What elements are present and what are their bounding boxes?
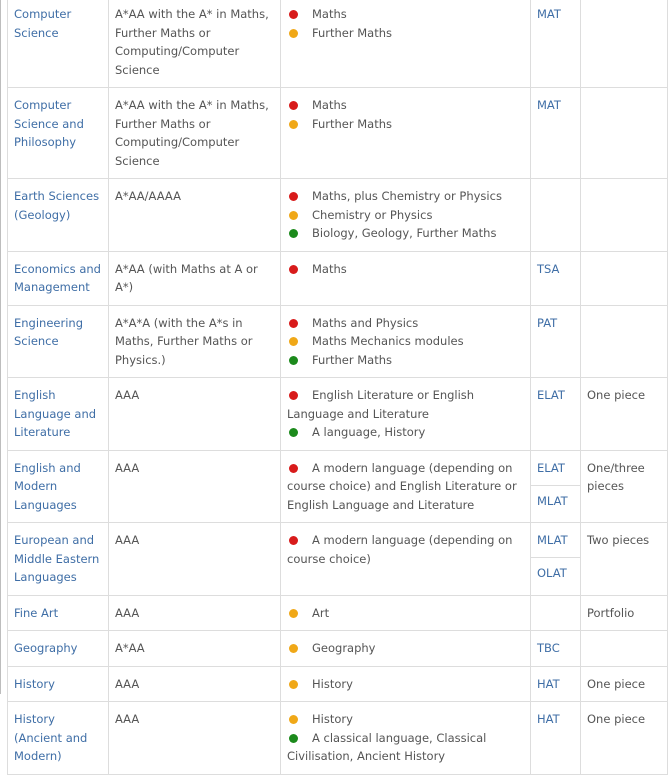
course-cell: English and Modern Languages: [8, 450, 109, 523]
amber-dot-icon: [289, 609, 298, 618]
requirement-text: History: [312, 676, 353, 691]
table-row: [8, 702, 668, 775]
requirement-item: [287, 206, 524, 225]
red-dot-icon: [289, 192, 298, 201]
requirement-text: Further Maths: [312, 25, 393, 40]
course-cell: Computer Science and Philosophy: [8, 88, 109, 179]
grades-cell: A*AA with the A* in Maths, Further Maths or Computing/Computer Science: [109, 88, 281, 179]
admissions-test-cell: [531, 305, 581, 378]
grades-cell: AAA: [109, 595, 281, 631]
subject-requirements-cell: [281, 88, 531, 179]
requirement-text: Maths Mechanics modules: [312, 334, 464, 348]
red-dot-icon: [289, 265, 298, 274]
written-work-cell: Portfolio: [581, 595, 668, 631]
table-row: [8, 0, 668, 88]
table-row: [8, 179, 668, 252]
amber-dot-icon: [289, 644, 298, 653]
admissions-test-cell: [531, 179, 581, 252]
grades-cell: A*AA/AAAA: [109, 179, 281, 252]
table-row: [8, 631, 668, 667]
green-dot-icon: [289, 356, 298, 365]
requirement-item: [287, 115, 524, 134]
requirement-text: Geography: [312, 641, 376, 655]
red-dot-icon: [289, 319, 298, 328]
written-work-cell: One/three pieces: [581, 450, 668, 523]
requirement-text: Maths: [312, 261, 347, 276]
requirement-text: A modern language (depending on course choice): [287, 533, 513, 566]
subject-requirements-cell: [281, 251, 531, 305]
admissions-test: ELAT: [537, 388, 565, 402]
requirement-item: [287, 531, 524, 568]
admissions-test-cell: [531, 523, 581, 596]
grades-cell: AAA: [109, 523, 281, 596]
red-dot-icon: [289, 101, 298, 110]
written-work-cell: [581, 251, 668, 305]
written-work-cell: [581, 88, 668, 179]
requirement-item: [287, 351, 524, 370]
table-row: [8, 378, 668, 451]
requirement-text: Maths: [312, 7, 347, 21]
requirement-item: [287, 386, 524, 423]
subject-requirements-cell: [281, 631, 531, 667]
course-cell: Computer Science: [8, 0, 109, 88]
requirement-text: Biology, Geology, Further Maths: [312, 226, 497, 240]
admissions-test: TSA: [537, 261, 560, 276]
requirement-item: [287, 314, 524, 333]
written-work-cell: One piece: [581, 702, 668, 775]
grades-cell: A*AA with the A* in Maths, Further Maths or Computing/Computer Science: [109, 0, 281, 88]
course-cell: Economics and Management: [8, 251, 109, 305]
subject-requirements-cell: [281, 378, 531, 451]
requirement-item: [287, 423, 524, 442]
course-cell: Fine Art: [8, 595, 109, 631]
admissions-test: PAT: [537, 315, 558, 330]
requirement-item: [287, 260, 524, 279]
grades-cell: A*AA (with Maths at A or A*): [109, 251, 281, 305]
red-dot-icon: [289, 536, 298, 545]
course-cell: History: [8, 666, 109, 702]
subject-requirements-cell: [281, 666, 531, 702]
course-cell: European and Middle Eastern Languages: [8, 523, 109, 596]
written-work-cell: [581, 305, 668, 378]
admissions-test-cell: [531, 595, 581, 631]
grades-cell: AAA: [109, 666, 281, 702]
grades-cell: AAA: [109, 378, 281, 451]
requirement-item: [287, 459, 524, 515]
course-cell: Engineering Science: [8, 305, 109, 378]
red-dot-icon: [289, 464, 298, 473]
requirement-text: Chemistry or Physics: [312, 207, 433, 222]
requirement-text: A modern language (depending on course choice) and English Literature or English Language and Literature: [287, 460, 517, 512]
requirement-text: Maths, plus Chemistry or Physics: [312, 189, 502, 203]
grades-cell: A*AA: [109, 631, 281, 667]
admissions-test: TBC: [537, 641, 560, 655]
written-work-cell: [581, 631, 668, 667]
grades-cell: AAA: [109, 702, 281, 775]
table-row: [8, 251, 668, 305]
written-work-cell: One piece: [581, 666, 668, 702]
subject-requirements-cell: [281, 450, 531, 523]
requirement-item: [287, 96, 524, 115]
requirement-text: Art: [312, 605, 330, 620]
requirement-item: [287, 710, 524, 729]
written-work-cell: [581, 0, 668, 88]
table-row: [8, 523, 668, 596]
admissions-test: MLAT: [537, 493, 568, 508]
admissions-test-cell: [531, 666, 581, 702]
red-dot-icon: [289, 10, 298, 19]
subject-requirements-cell: [281, 179, 531, 252]
requirement-item: [287, 675, 524, 694]
course-cell: English Language and Literature: [8, 378, 109, 451]
written-work-cell: [581, 179, 668, 252]
green-dot-icon: [289, 229, 298, 238]
subject-requirements-cell: [281, 702, 531, 775]
amber-dot-icon: [289, 715, 298, 724]
admissions-test-cell: [531, 88, 581, 179]
amber-dot-icon: [289, 120, 298, 129]
amber-dot-icon: [289, 29, 298, 38]
grades-cell: AAA: [109, 450, 281, 523]
table-row: [8, 595, 668, 631]
admissions-test-cell: [531, 450, 581, 523]
admissions-test-cell: [531, 702, 581, 775]
admissions-test-cell: [531, 378, 581, 451]
requirement-item: [287, 604, 524, 623]
written-work-cell: One piece: [581, 378, 668, 451]
subject-requirements-cell: [281, 523, 531, 596]
requirement-text: A classical language, Classical Civilisation, Ancient History: [287, 730, 487, 763]
admissions-test: OLAT: [537, 566, 567, 580]
requirement-item: [287, 639, 524, 658]
amber-dot-icon: [289, 211, 298, 220]
admissions-test-cell: [531, 631, 581, 667]
written-work-cell: Two pieces: [581, 523, 668, 596]
requirement-text: A language, History: [312, 425, 426, 439]
table-row: [8, 88, 668, 179]
course-cell: Geography: [8, 631, 109, 667]
admissions-test: HAT: [537, 712, 560, 726]
requirement-item: [287, 332, 524, 351]
requirement-text: History: [312, 712, 353, 726]
admissions-table: [7, 0, 668, 775]
subject-requirements-cell: [281, 0, 531, 88]
requirement-text: Further Maths: [312, 116, 393, 131]
subject-requirements-cell: [281, 595, 531, 631]
admissions-table-body: [8, 0, 668, 774]
requirement-text: Further Maths: [312, 352, 393, 367]
table-row: [8, 666, 668, 702]
requirement-text: Maths and Physics: [312, 315, 419, 330]
course-cell: History (Ancient and Modern): [8, 702, 109, 775]
course-cell: Earth Sciences (Geology): [8, 179, 109, 252]
requirement-item: [287, 187, 524, 206]
requirement-item: [287, 224, 524, 243]
admissions-test-cell: [531, 251, 581, 305]
admissions-test: MAT: [537, 98, 561, 112]
admissions-test: HAT: [537, 676, 560, 691]
table-row: [8, 305, 668, 378]
subject-requirements-cell: [281, 305, 531, 378]
grades-cell: A*A*A (with the A*s in Maths, Further Maths or Physics.): [109, 305, 281, 378]
admissions-test: MAT: [537, 7, 561, 21]
admissions-test: ELAT: [531, 451, 580, 486]
amber-dot-icon: [289, 337, 298, 346]
green-dot-icon: [289, 734, 298, 743]
admissions-test-cell: [531, 0, 581, 88]
green-dot-icon: [289, 428, 298, 437]
admissions-test: MLAT: [531, 523, 580, 558]
requirement-item: [287, 5, 524, 24]
red-dot-icon: [289, 391, 298, 400]
table-row: [8, 450, 668, 523]
requirement-text: Maths: [312, 98, 347, 112]
requirement-item: [287, 24, 524, 43]
requirement-item: [287, 729, 524, 766]
requirement-text: English Literature or English Language and Literature: [287, 388, 475, 421]
amber-dot-icon: [289, 680, 298, 689]
